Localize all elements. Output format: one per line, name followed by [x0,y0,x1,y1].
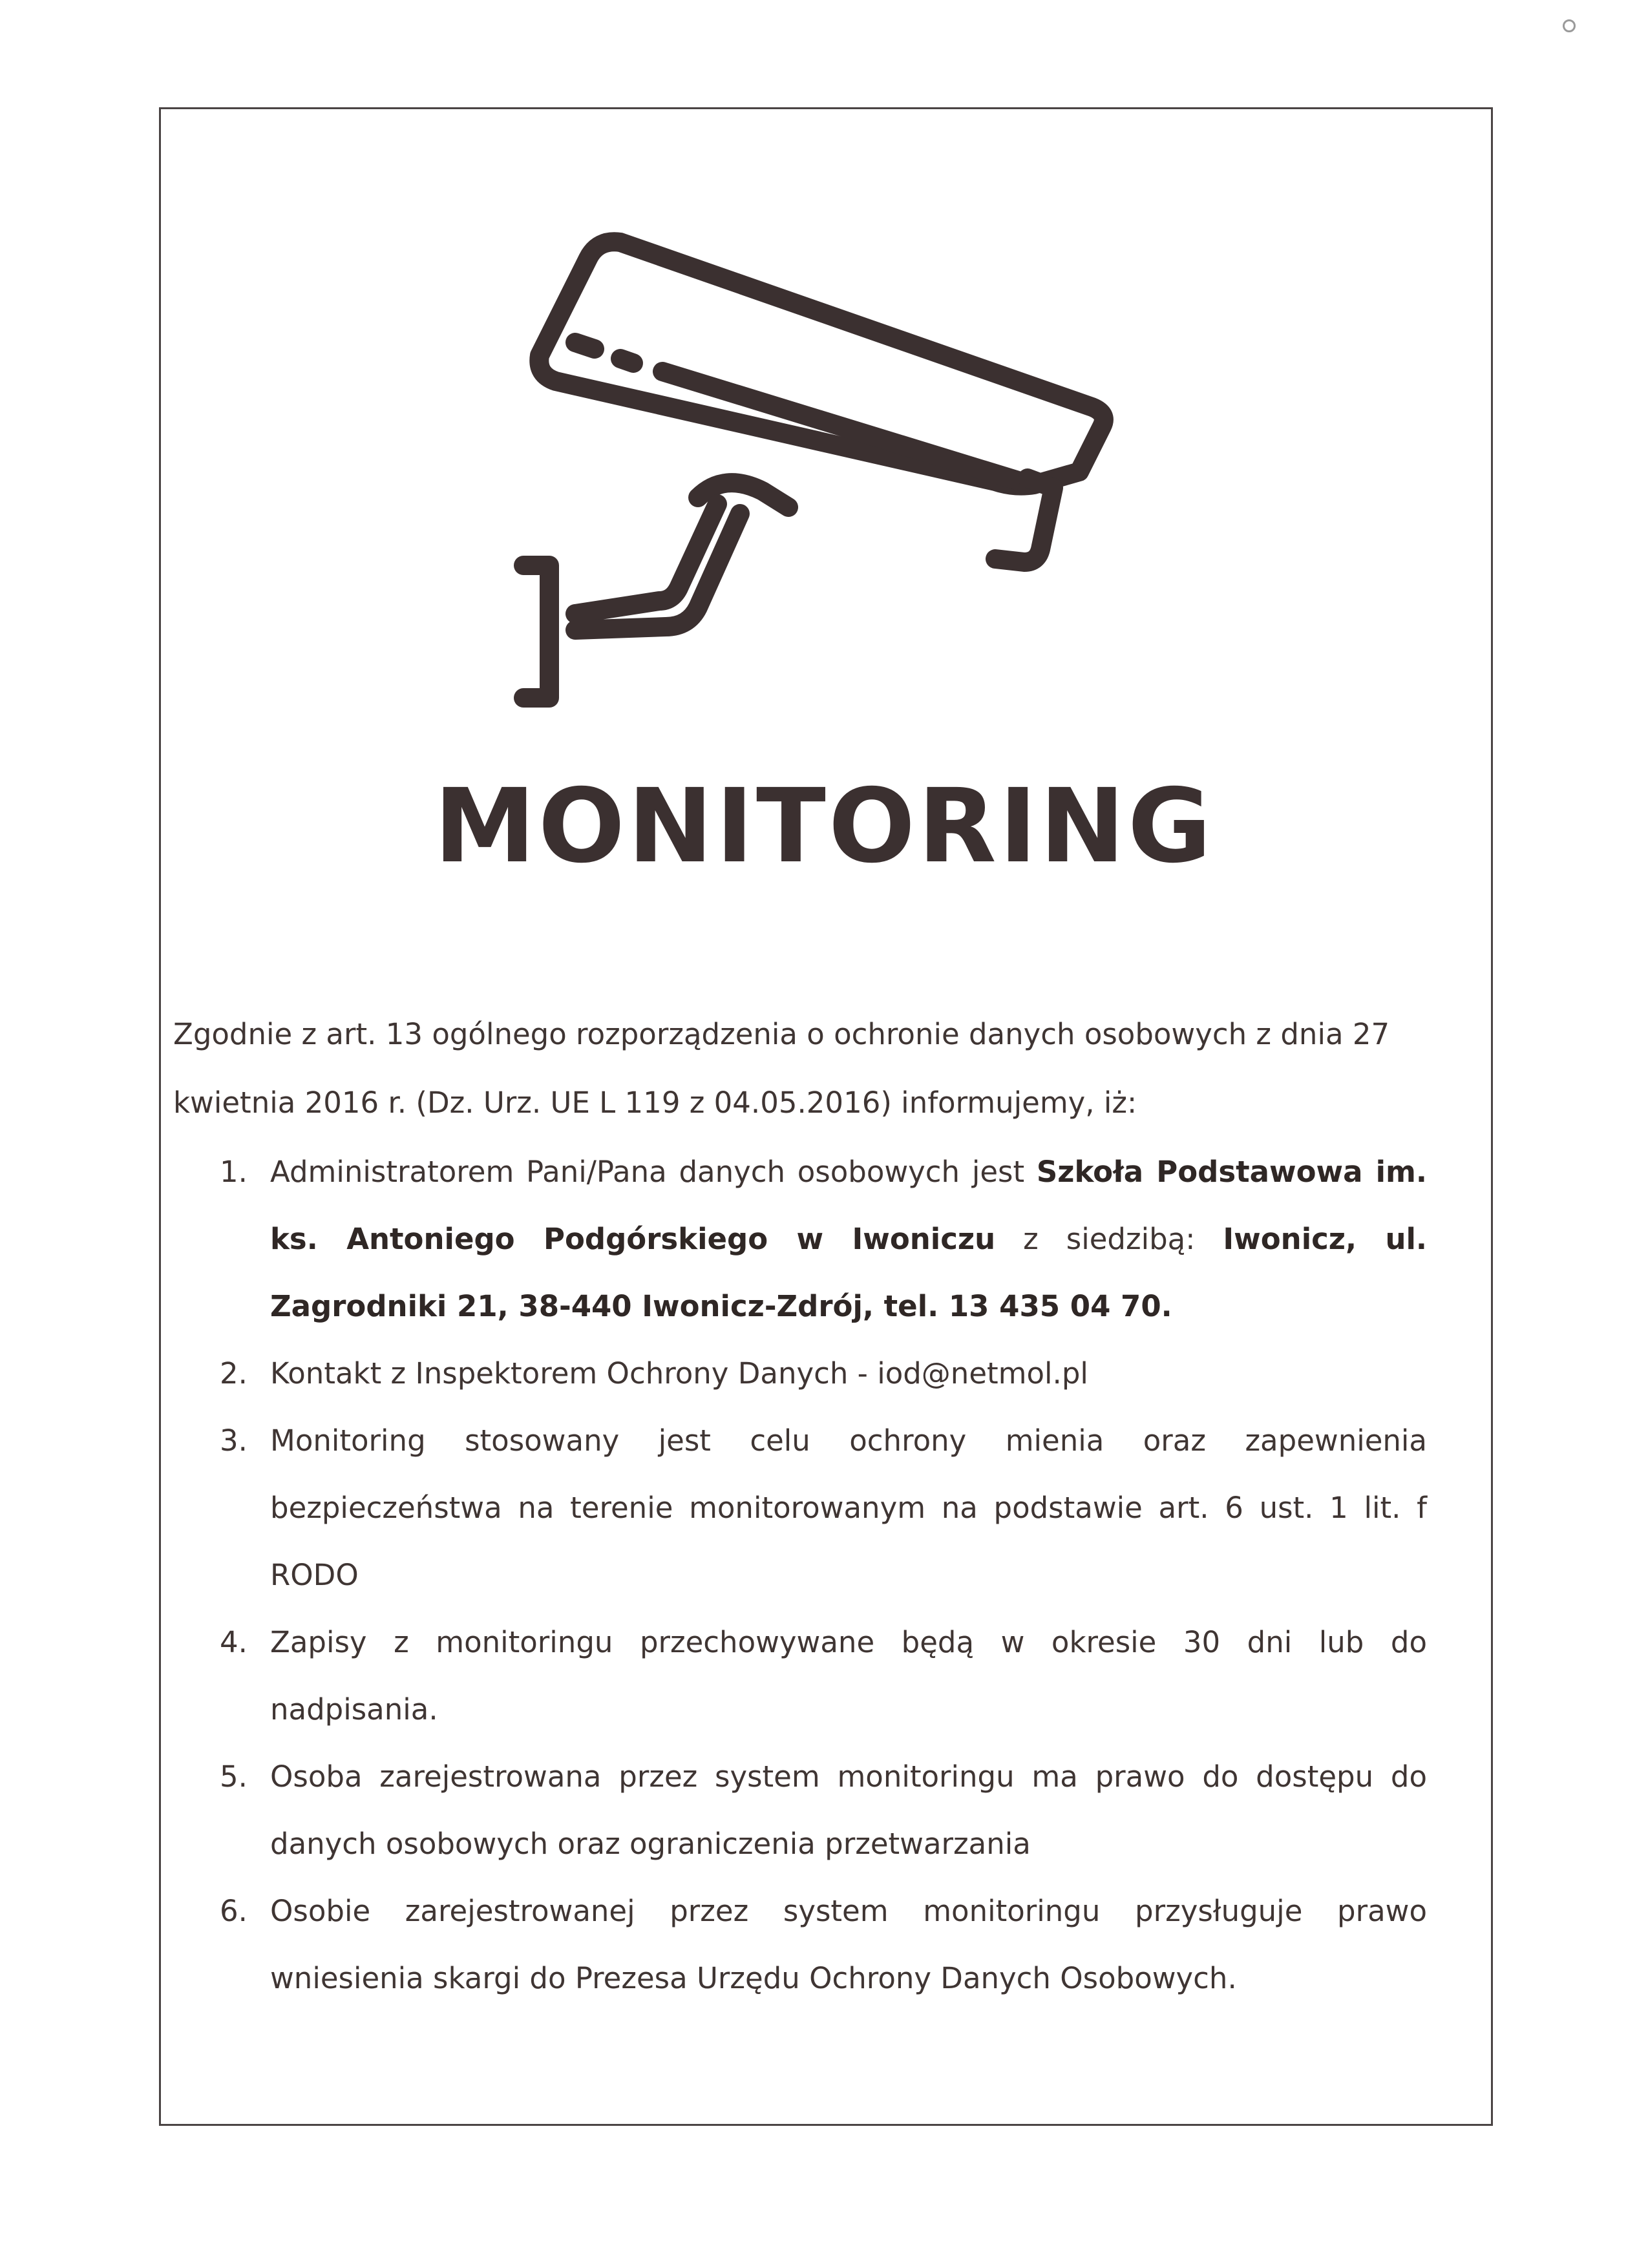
intro-text: Zgodnie z art. 13 ogólnego rozporządzenia o ochronie danych osobowych z dnia 27 kwietnia 2016 r. (Dz. Urz. UE L 119 z 04.05.2016) informujemy, iż: [173,1017,1390,1120]
cctv-camera-icon [485,213,1163,730]
list-item [206,1139,1427,1340]
list-item-number: 1. [220,1155,248,1189]
list-item [206,1743,1427,1878]
list-item-number: 2. [220,1356,248,1391]
list-item-text: Monitoring stosowany jest celu ochrony mienia oraz zapewnienia bezpieczeństwa na terenie monitorowanym na podstawie art. 6 ust. 1 lit. f RODO [270,1423,1427,1592]
info-list [206,1139,1427,2012]
list-item-number: 5. [220,1759,248,1794]
list-item-text: Zapisy z monitoringu przechowywane będą w okresie 30 dni lub do nadpisania. [270,1625,1427,1727]
list-item-text: Kontakt z Inspektorem Ochrony Danych - iod@netmol.pl [270,1356,1088,1391]
list-item-bold-text: Szkoła Podstawowa im. ks. Antoniego Podgórskiego w Iwoniczu [270,1155,1427,1256]
page-title: MONITORING [434,767,1214,886]
list-item-number: 6. [220,1894,248,1928]
list-item-number: 3. [220,1423,248,1458]
list-item-text: Osoba zarejestrowana przez system monitoringu ma prawo do dostępu do danych osobowych oraz ograniczenia przetwarzania [270,1759,1427,1861]
scan-mark-top-right [1563,19,1576,32]
list-item-bold-text: Iwonicz, ul. Zagrodniki 21, 38-440 Iwonicz-Zdrój, tel. 13 435 04 70. [270,1222,1428,1323]
list-item [206,1340,1427,1407]
list-item-text: Administratorem Pani/Pana danych osobowych jest [270,1155,1037,1189]
list-item-number: 4. [220,1625,248,1659]
list-item [206,1878,1427,2012]
list-item [206,1407,1427,1609]
list-item [206,1609,1427,1743]
list-item-text: Osobie zarejestrowanej przez system monitoringu przysługuje prawo wniesienia skargi do Prezesa Urzędu Ochrony Danych Osobowych. [270,1894,1427,1995]
list-item-text: z siedzibą: [995,1222,1223,1256]
